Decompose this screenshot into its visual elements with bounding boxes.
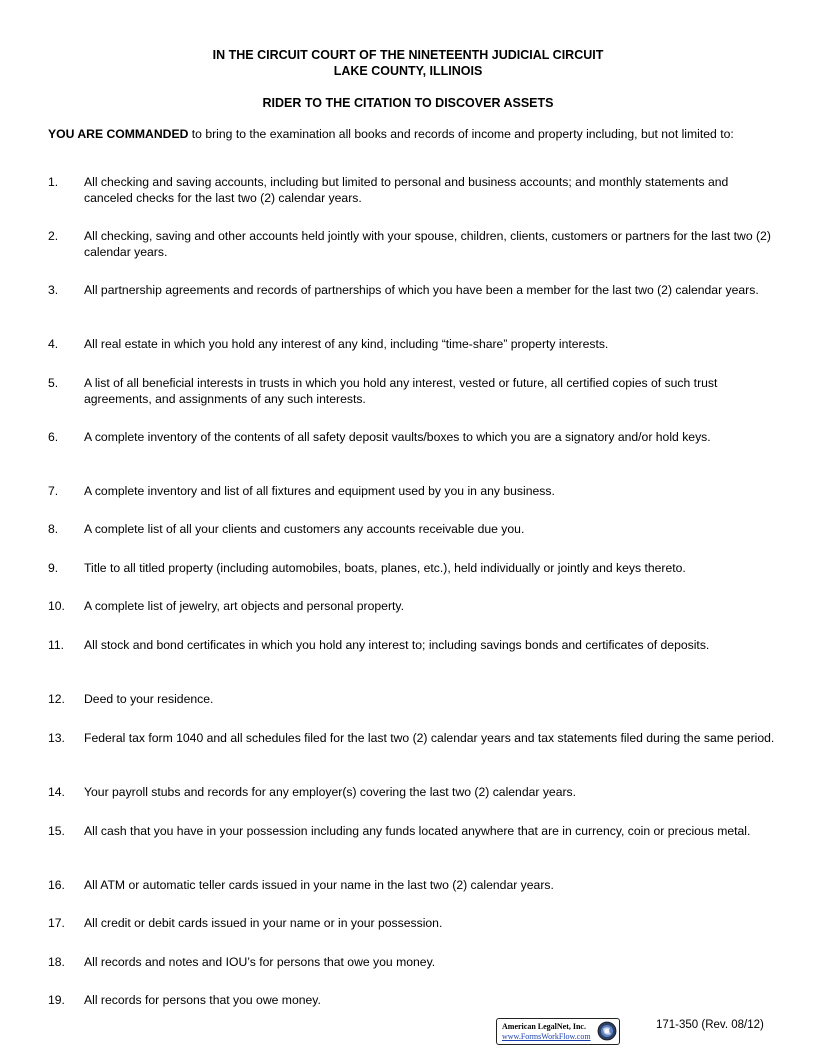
court-name-line: IN THE CIRCUIT COURT OF THE NINETEENTH JUDICIAL CIRCUIT bbox=[212, 48, 604, 62]
intro-paragraph bbox=[48, 126, 778, 142]
item-number: 19. bbox=[48, 993, 65, 1007]
form-number: 171-350 (Rev. 08/12) bbox=[656, 1019, 764, 1031]
item-text: All ATM or automatic teller cards issued in your name in the last two (2) calendar years. bbox=[84, 878, 554, 892]
item-text: All partnership agreements and records of partnerships of which you have been a member for the last two (2) calendar years. bbox=[84, 283, 759, 297]
item-number: 4. bbox=[48, 337, 59, 351]
item-text: All credit or debit cards issued in your name or in your possession. bbox=[84, 916, 443, 930]
county-line: LAKE COUNTY, ILLINOIS bbox=[333, 64, 483, 78]
intro-text: to bring to the examination all books and records of income and property including, but not limited to: bbox=[188, 127, 734, 141]
item-text: A list of all beneficial interests in trusts in which you hold any interest, vested or future, all certified copies of such trust agreements, and assignments of any such interests. bbox=[84, 376, 718, 406]
item-number: 11. bbox=[48, 638, 65, 652]
item-number: 12. bbox=[48, 692, 65, 706]
item-text: A complete inventory of the contents of all safety deposit vaults/boxes to which you are a signatory and/or hold keys. bbox=[84, 430, 711, 444]
item-text: Title to all titled property (including automobiles, boats, planes, etc.), held individually or jointly and keys thereto. bbox=[84, 561, 686, 575]
item-text: All records for persons that you owe money. bbox=[84, 993, 321, 1007]
item-number: 5. bbox=[48, 376, 59, 390]
item-number: 7. bbox=[48, 484, 59, 498]
item-number: 17. bbox=[48, 916, 65, 930]
item-text: All checking, saving and other accounts held jointly with your spouse, children, clients, customers or partners for the last two (2) calendar years. bbox=[84, 229, 771, 259]
item-number: 8. bbox=[48, 522, 59, 536]
item-number: 9. bbox=[48, 561, 59, 575]
intro-lead: YOU ARE COMMANDED bbox=[48, 127, 189, 141]
item-number: 16. bbox=[48, 878, 65, 892]
item-text: Deed to your residence. bbox=[84, 692, 214, 706]
item-number: 3. bbox=[48, 283, 59, 297]
item-number: 2. bbox=[48, 229, 59, 243]
item-text: Your payroll stubs and records for any employer(s) covering the last two (2) calendar years. bbox=[84, 785, 577, 799]
item-number: 10. bbox=[48, 599, 65, 613]
document-title: RIDER TO THE CITATION TO DISCOVER ASSETS bbox=[262, 96, 554, 110]
item-number: 15. bbox=[48, 824, 65, 838]
item-text: All stock and bond certificates in which you hold any interest to; including savings bonds and certificates of deposits. bbox=[84, 638, 710, 652]
item-text: All records and notes and IOU’s for persons that owe you money. bbox=[84, 955, 436, 969]
item-text: A complete list of jewelry, art objects and personal property. bbox=[84, 599, 404, 613]
item-number: 6. bbox=[48, 430, 59, 444]
item-number: 1. bbox=[48, 175, 59, 189]
item-number: 18. bbox=[48, 955, 65, 969]
publisher-logo[interactable] bbox=[496, 1018, 620, 1045]
item-text: All cash that you have in your possession including any funds located anywhere that are in currency, coin or precious metal. bbox=[84, 824, 751, 838]
item-text: A complete inventory and list of all fixtures and equipment used by you in any business. bbox=[84, 484, 555, 498]
item-text: A complete list of all your clients and customers any accounts receivable due you. bbox=[84, 522, 525, 536]
item-text: All real estate in which you hold any interest of any kind, including “time-share” property interests. bbox=[84, 337, 609, 351]
logo-website-link[interactable]: www.FormsWorkFlow.com bbox=[502, 1032, 591, 1041]
logo-company-name: American LegalNet, Inc. bbox=[502, 1022, 586, 1031]
item-number: 14. bbox=[48, 785, 65, 799]
item-number: 13. bbox=[48, 731, 65, 745]
item-text: Federal tax form 1040 and all schedules filed for the last two (2) calendar years and tax statements filed during the same period. bbox=[84, 731, 775, 745]
globe-icon bbox=[597, 1021, 617, 1041]
item-text: All checking and saving accounts, including but limited to personal and business accounts; and monthly statements and canceled checks for the last two (2) calendar years. bbox=[84, 175, 729, 205]
